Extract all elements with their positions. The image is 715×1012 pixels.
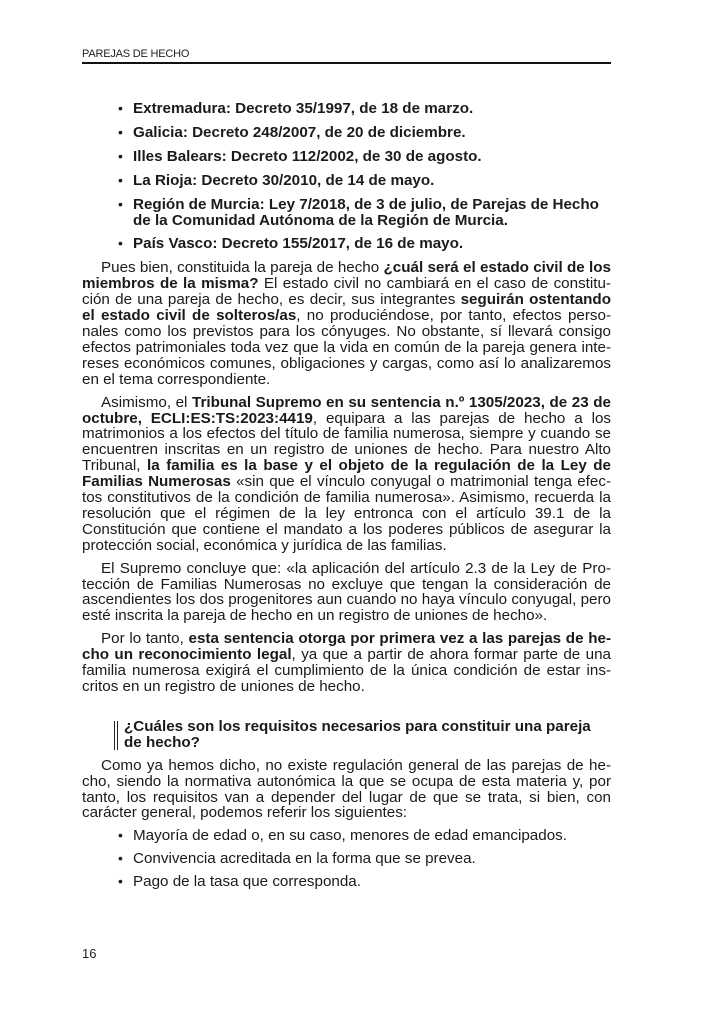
bold-text-segment: esta sentencia otorga por primera vez a las parejas de hecho un reconocimiento legal xyxy=(82,630,611,664)
region-name: Illes Balears xyxy=(133,147,222,165)
text-segment: , ya que a partir de ahora formar parte de una familia numerosa exigirá el cumplimiento de la única condición de estar inscritos en un registro de uniones de hecho. xyxy=(82,646,611,695)
region-name: La Rioja xyxy=(133,171,193,189)
bullet-icon: • xyxy=(118,873,123,890)
paragraph-supreme-court xyxy=(82,395,611,554)
law-reference: : Decreto 30/2010, de 14 de mayo. xyxy=(192,171,435,189)
double-bar-marker-icon xyxy=(114,721,118,750)
header-rule xyxy=(82,62,611,64)
list-item xyxy=(82,874,611,890)
bullet-icon: • xyxy=(118,235,123,252)
bullet-icon: • xyxy=(118,171,123,188)
region-name: Región de Murcia xyxy=(133,195,260,213)
list-item xyxy=(82,828,611,844)
text-segment: «sin que el vínculo conyugal o matrimonial tenga efectos constitutivos de la condición de familia numerosa». Asimismo, recuerda la resolución que el régimen de la ley entronca con el artículo 39.1 de la Constitución que contiene el mandato a los poderes públicos de asegurar la protección social, económica y jurídica de las familias. xyxy=(82,473,611,554)
text-segment: El estado civil no cambiará en el caso de constitución de una pareja de hecho, es decir, sus integrantes xyxy=(82,275,611,309)
bold-text-segment: la familia es la base y el objeto de la regulación de la Ley de Familias Numerosas xyxy=(82,457,612,491)
page-body xyxy=(82,101,611,897)
bullet-icon: • xyxy=(118,147,123,164)
list-item xyxy=(82,197,611,229)
bold-text-segment: ¿cuál será el estado civil de los miembros de la misma? xyxy=(82,259,611,293)
requirement-text: Convivencia acreditada en la forma que se prevea. xyxy=(133,850,476,868)
bullet-icon: • xyxy=(118,195,123,212)
list-item xyxy=(82,149,611,165)
paragraph-legal-recognition xyxy=(82,631,611,695)
bold-text-segment: Tribunal Supremo en su sentencia n.º 1305/2023, de 23 de octubre, ECLI:ES:TS:2023:4419 xyxy=(82,393,611,427)
law-reference: : Decreto 248/2007, de 20 de diciembre. xyxy=(182,123,466,141)
law-reference: : Ley 7/2018, de 3 de julio, de Parejas de Hecho de la Comunidad Autónoma de la Región de Murcia. xyxy=(133,195,599,229)
list-item xyxy=(82,101,611,117)
text-segment: El Supremo concluye que: «la aplicación del artículo 2.3 de la Ley de Protección de Familias Numerosas no excluye que tengan la consideración de ascendientes los dos progenitores aun cuando no haya vínculo conyugal, pero esté inscrita la pareja de hecho en un registro de uniones de hecho». xyxy=(82,559,611,625)
law-reference: : Decreto 35/1997, de 18 de marzo. xyxy=(225,100,474,117)
paragraph-civil-status xyxy=(82,260,611,387)
text-segment: , equipara a las parejas de hecho a los matrimonios a los efectos del título de familia numerosa, siempre y cuando se encuentren inscritas en un registro de uniones de hecho. Para nuestro Alto Tribunal, xyxy=(82,409,611,475)
requirements-list xyxy=(82,828,611,890)
bullet-icon: • xyxy=(118,827,123,844)
requirement-text: Mayoría de edad o, en su caso, menores de edad emancipados. xyxy=(133,827,567,845)
paragraph-requirements-intro: Como ya hemos dicho, no existe regulación general de las parejas de hecho, siendo la normativa autonómica la que se ocupa de esta materia y, por tanto, los requisitos van a depender del lugar de que se trata, si bien, con carácter general, podemos referir los siguientes: xyxy=(82,756,611,822)
requirement-text: Pago de la tasa que corresponda. xyxy=(133,873,361,891)
bold-text-segment: seguirán ostentando el estado civil de solteros/as xyxy=(82,291,611,325)
list-item xyxy=(82,236,611,252)
region-name: Galicia xyxy=(133,123,183,141)
section-heading-text: ¿Cuáles son los requisitos necesarios para constituir una pareja de hecho? xyxy=(124,717,591,751)
region-name: País Vasco xyxy=(133,235,213,253)
bullet-icon: • xyxy=(118,123,123,140)
list-item xyxy=(82,125,611,141)
text-segment: , no produciéndose, por tanto, efectos personales como los previstos para los cónyuges. No obstante, sí llevará consigo efectos patrimoniales toda vez que la vida en común de la pareja genera intereses económicos comunes, obligaciones y cargas, como así lo analizaremos en el tema correspondiente. xyxy=(82,307,611,388)
regional-laws-list xyxy=(82,101,611,252)
bullet-icon: • xyxy=(118,850,123,867)
list-item xyxy=(82,173,611,189)
law-reference: : Decreto 112/2002, de 30 de agosto. xyxy=(221,147,482,165)
section-heading xyxy=(82,719,611,751)
running-header: PAREJAS DE HECHO xyxy=(82,48,190,60)
text-segment: Pues bien, constituida la pareja de hecho xyxy=(101,259,384,277)
page-number: 16 xyxy=(82,946,97,961)
text-segment: Por lo tanto, xyxy=(101,630,189,648)
paragraph-court-conclusion xyxy=(82,561,611,625)
region-name: Extremadura xyxy=(133,100,226,117)
law-reference: : Decreto 155/2017, de 16 de mayo. xyxy=(212,235,464,253)
list-item xyxy=(82,851,611,867)
bullet-icon: • xyxy=(118,100,123,116)
text-segment: Asimismo, el xyxy=(101,393,193,411)
